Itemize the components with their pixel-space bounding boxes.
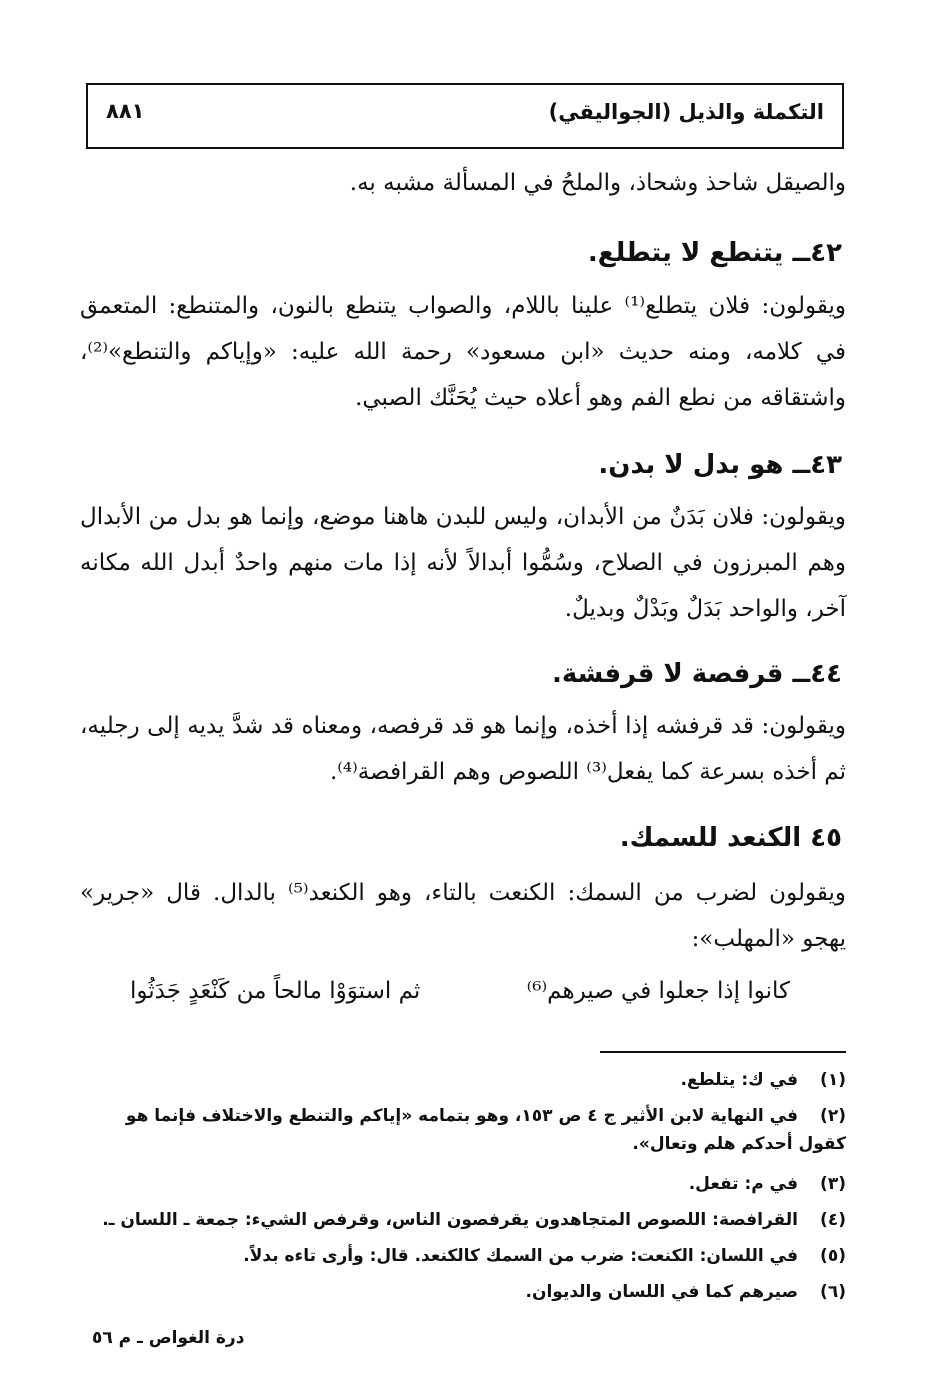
footnote-number: (٣) xyxy=(820,1174,846,1194)
verse-second-hemistich: ثم استوَوْا مالحاً من كَنْعَدٍ جَدَثُوا xyxy=(130,978,421,1004)
page-footer: درة الغواص ـ م ٥٦ xyxy=(92,1328,245,1348)
footnote-text: صيرهم كما في اللسان والديوان. xyxy=(525,1282,798,1302)
footnote xyxy=(82,1206,846,1234)
footnote-number: (٤) xyxy=(820,1210,846,1230)
section-heading-45: ٤٥ الكنعد للسمك. xyxy=(619,823,842,853)
footnote xyxy=(82,1066,846,1094)
footnote-text: القرافصة: اللصوص المتجاهدون يقرفصون الناس، وقرفص الشيء: جمعة ـ اللسان ـ. xyxy=(102,1210,798,1230)
section-heading-43: ٤٣ــ هو بدل لا بدن. xyxy=(598,450,842,480)
footnote-text: في اللسان: الكنعت: ضرب من السمك كالكنعد. قال: وأرى تاءه بدلاً. xyxy=(243,1246,798,1266)
footnote xyxy=(82,1242,846,1270)
intro-line: والصيقل شاحذ وشحاذ، والملحُ في المسألة مشبه به. xyxy=(349,170,846,196)
verse-first-hemistich: كانوا إذا جعلوا في صيرهم⁽⁶⁾ xyxy=(526,978,790,1004)
section-text-44: ويقولون: قد قرفشه إذا أخذه، وإنما هو قد قرفصه، ومعناه قد شدَّ يديه إلى رجليه، ثم أخذه بسرعة كما يفعل⁽³⁾ اللصوص وهم القرافصة⁽⁴⁾. xyxy=(80,713,846,785)
footnote-text: في ك: يتلطع. xyxy=(680,1070,798,1090)
footnote xyxy=(82,1102,846,1158)
footnote-number: (٦) xyxy=(820,1282,846,1302)
section-heading-42: ٤٢ــ يتنطع لا يتطلع. xyxy=(587,238,842,268)
footnote-number: (١) xyxy=(820,1070,846,1090)
section-text-42: ويقولون: فلان يتطلع⁽¹⁾ علينا باللام، والصواب يتنطع بالنون، والمتنطع: المتعمق في كلامه، ومنه حديث «ابن مسعود» رحمة الله عليه: «وإياكم والتنطع»⁽²⁾، واشتقاقه من نطع الفم وهو أعلاه حيث يُحَنَّك الصبي. xyxy=(80,293,846,411)
section-heading-44: ٤٤ــ قرفصة لا قرفشة. xyxy=(552,659,842,689)
footnote-divider xyxy=(600,1051,846,1053)
running-header xyxy=(86,83,844,149)
footnote xyxy=(82,1170,846,1198)
footnote-text: في النهاية لابن الأثير ج ٤ ص ١٥٣، وهو بتمامه «إياكم والتنطع والاختلاف فإنما هو كقول أحدكم هلم وتعال». xyxy=(125,1106,846,1154)
footnote-number: (٢) xyxy=(820,1106,846,1126)
header-title: التكملة والذيل (الجواليقي) xyxy=(548,100,824,124)
section-text-43: ويقولون: فلان بَدَنٌ من الأبدان، وليس للبدن هاهنا موضع، وإنما هو بدل من الأبدال وهم المبرزون في الصلاح، وسُمُّوا أبدالاً لأنه إذا مات منهم واحدٌ أبدل الله مكانه آخر، والواحد بَدَلٌ وبَدْلٌ وبديلٌ. xyxy=(80,504,846,622)
poetry-verse xyxy=(130,978,790,1024)
footnote-text: في م: تفعل. xyxy=(688,1174,798,1194)
footnote-number: (٥) xyxy=(820,1246,846,1266)
section-text-45: ويقولون لضرب من السمك: الكنعت بالتاء، وهو الكنعد⁽⁵⁾ بالدال. قال «جرير» يهجو «المهلب»: xyxy=(80,880,846,952)
page-number: ٨٨١ xyxy=(106,99,145,123)
footnote xyxy=(82,1278,846,1306)
